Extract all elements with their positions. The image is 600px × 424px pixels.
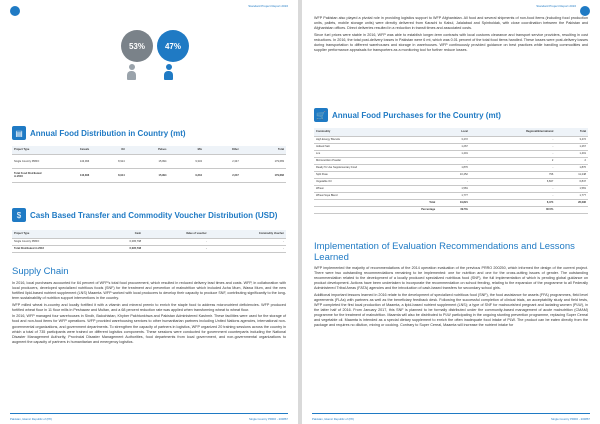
cell: 796 — [470, 171, 555, 178]
commodity-name: Vegetable Oil — [314, 178, 437, 185]
man-figure-icon — [164, 64, 173, 80]
cell: 11,248 — [555, 171, 588, 178]
commodity-name: Micronutrition Powder — [314, 157, 437, 164]
col-header: Pulses — [127, 146, 169, 154]
table-row — [314, 178, 588, 185]
paragraph: In 2016, local purchases accounted for 64 percent of WFP's total food procurement, which resulted in reduced delivery lead times and costs. WFP, in collaboration with local producers, developed specialized nutritious foods (SNF) for the treatment and prevention of malnutrition which included Acha Mum, Wawa Mum, and the new fortified lipid-based nutrient supplement (LNS) Maamta. WFP worked with local producers to develop their capacity to produce SNF, contributing significantly to the long-term sustainability of nutrition support interventions in the country. — [12, 281, 286, 301]
page-header: Standard Project Report 2016 — [248, 4, 288, 8]
cash-table-title: Cash Based Transfer and Commodity Voucher Distribution (USD) — [30, 211, 278, 220]
cell: - — [209, 238, 286, 245]
cell: 179,683 — [241, 168, 286, 182]
table-header-row — [12, 230, 286, 238]
cell: 26,296 — [555, 199, 588, 206]
table-header-row — [12, 146, 286, 154]
col-header: Regional/International — [470, 128, 555, 136]
cell: - — [437, 178, 470, 185]
logistics-text — [314, 16, 588, 54]
woman-figure-icon — [127, 64, 136, 80]
paragraph: Additional important lessons learned in 2016 relate to the development of specialized nutritious food (SNF), the food assistance for assets (FFA) programmes, field level agreements (FLAs) with partners as well as the beneficiary feedback desk. Following the successful completion of clinical trials, an acceptability study and field tests, WFP completed the first local production of Maamta, a lipid-based nutrient supplement (LNS); a type of SNF for malnourished pregnant and lactating women (PLW), in the latter half of 2016. From January 2017, this SNF is planned to be formally distributed under the community-based management of acute malnutrition (CMAM) programme for the treatment of malnutrition. Maamta will also be distributed to PLW participating in the ongoing stunting prevention programme, replacing Super Cereal and vegetable oil. Maamta is intended as a special dietary supplement to enrich the often inadequate food intake of PLW. The product can be eaten directly from the package and requires no dilution, mixing or cooking. Contrary to Super Cereal, Maamta will increase the nutrient intake for — [314, 292, 588, 328]
col-header: Cash — [102, 230, 143, 238]
paragraph: Since fuel prices were stable in 2016, WFP was able to establish longer-term contracts with local customs clearance and transport service providers, resulting in cost reductions. In 2016, the total post-delivery losses in Pakistan were 6 mt, which was 0.01 percent of the total food items handled. These losses were post-delivery losses during transportation to different warehouses and storage in warehouses. WFP continuously provided guidance on best practices while handling commodities and supplier performance appraisals for transporters as a monitoring tool for further reduce losses. — [314, 32, 588, 52]
table-percentage-row — [314, 206, 588, 213]
cell: 2 — [470, 157, 555, 164]
food-distribution-table — [12, 146, 286, 183]
table-total-row — [314, 199, 588, 206]
cell: - — [143, 245, 209, 252]
commodity-name: High Energy Biscuits — [314, 136, 437, 143]
commodity-name: Wheat — [314, 185, 437, 192]
wfp-logo-icon — [10, 6, 20, 16]
paragraph: WFP implemented the majority of recommendations of the 2014 operation evaluation of the previous PRRO 200250, which informed the design of the current project. There were two outstanding recommendations remaining to be implemented: one for nutrition and one for the cross-cutting issues of gender. The outstanding recommendation related to the development of a locally produced specialized nutritious food (SNF), the full implementation of which is pending global guidance on product development. Actions have been undertaken to incorporate the recommendation on school feeding, relating to the expansion of the programme to all Federally Administered Tribal Areas (FATA) agencies and the introduction of cash-based transfers for secondary school girls. — [314, 266, 588, 291]
cell: - — [470, 136, 555, 143]
col-header: Project Type — [12, 230, 102, 238]
col-header: Commodity Voucher — [209, 230, 286, 238]
col-header: Total — [241, 146, 286, 154]
commodity-name: Ready To Use Supplementary Food — [314, 164, 437, 171]
page-header: Standard Project Report 2016 — [536, 4, 576, 8]
table-total-row — [12, 168, 286, 182]
row-label: Single Country PRRO — [12, 238, 102, 245]
commodity-name: Wheat Soya Blend — [314, 192, 437, 199]
cell: 10,452 — [437, 171, 470, 178]
col-header: Value of voucher — [143, 230, 209, 238]
col-header: Other — [204, 146, 241, 154]
cell: 6,095,798 — [102, 238, 143, 245]
table-row — [12, 238, 286, 245]
row-label: Total — [314, 199, 437, 206]
footer-rule — [10, 413, 288, 414]
footer-right: Single Country PRRO - 200867 — [550, 417, 590, 421]
implementation-title: Implementation of Evaluation Recommendations and Lessons Learned — [314, 241, 575, 263]
col-header: Commodity — [314, 128, 437, 136]
cell: 19,821 — [437, 199, 470, 206]
cell: - — [437, 157, 470, 164]
food-bag-icon: ▤ — [12, 126, 26, 140]
food-table-title: Annual Food Distribution in Country (mt) — [30, 129, 186, 138]
supply-chain-title: Supply Chain — [12, 266, 69, 277]
cell: 1,581 — [555, 185, 588, 192]
cell: 1,267 — [437, 143, 470, 150]
cell — [555, 206, 588, 213]
paragraph: In 2016, WFP managed four warehouses in Sindh, Balochistan, Khyber Pakhtunkhwa and Pakistan Administered Kashmir. These facilities were used for the storage of food and non-food items for WFP operations. WFP provided warehousing services to other humanitarian partners including United Nations agencies, international non-governmental organizations, and government departments. To strengthen the capacity of partners in logistics, WFP organized 20 training sessions across the country in which a total of 735 participants were trained on different logistics components. These sessions were conducted for government counterparts including the National Disaster Management Authority, Provincial Disaster Management Authorities, food departments from local government, and non-governmental organizations to augment the capacity of partners in humanitarian and emergency logistics. — [12, 314, 286, 344]
cash-distribution-table — [12, 230, 286, 253]
col-header: Local — [437, 128, 470, 136]
cell: 9,334 — [168, 168, 203, 182]
commodity-name: Lns — [314, 150, 437, 157]
row-label: Percentage — [314, 206, 437, 213]
supply-chain-text — [12, 281, 286, 346]
table-row — [314, 192, 588, 199]
cell: 143,096 — [46, 154, 91, 168]
table-row — [314, 185, 588, 192]
cell: 1,401 — [555, 150, 588, 157]
col-header: Total — [555, 128, 588, 136]
table-row — [314, 171, 588, 178]
right-page — [302, 0, 600, 424]
footer-rule — [312, 413, 590, 414]
stat-pct-2: 47% — [164, 41, 181, 51]
cell: 2 — [555, 157, 588, 164]
cell: - — [143, 238, 209, 245]
col-header: Cereals — [46, 146, 91, 154]
cell: 15,994 — [127, 154, 169, 168]
cash-icon: $ — [12, 208, 26, 222]
row-label: Single Country PRRO — [12, 154, 46, 168]
commodity-name: Split Peas — [314, 171, 437, 178]
cell: 1,401 — [437, 150, 470, 157]
cell: 1,581 — [437, 185, 470, 192]
table-row — [12, 154, 286, 168]
table-total-row — [12, 245, 286, 252]
cell: - — [470, 143, 555, 150]
commodity-name: Iodised Salt — [314, 143, 437, 150]
purchase-table-title: Annual Food Purchases for the Country (mt) — [332, 111, 501, 120]
food-purchases-table — [314, 128, 588, 214]
stat-circle-women — [121, 30, 153, 62]
row-label: Total Distributed in 2016 — [12, 245, 102, 252]
cell: 6,474 — [470, 199, 555, 206]
cell: - — [470, 192, 555, 199]
footer-left: Pakistan, Islamic Republic of (PK) — [10, 417, 53, 421]
cell: 6,847 — [470, 178, 555, 185]
table-row — [314, 136, 588, 143]
col-header: Project Type — [12, 146, 46, 154]
cell: 6,847 — [555, 178, 588, 185]
cell: 1,777 — [437, 192, 470, 199]
cell: 1,777 — [555, 192, 588, 199]
cell: 6,095,798 — [102, 245, 143, 252]
cell: 1,267 — [555, 143, 588, 150]
cell: - — [209, 245, 286, 252]
table-header-row — [314, 128, 588, 136]
row-label: Total Food Distributed in 2016 — [12, 168, 46, 182]
cell: 8,914 — [91, 168, 126, 182]
cell: 3,472 — [437, 136, 470, 143]
col-header: Oil — [91, 146, 126, 154]
cell: 30.5% — [470, 206, 555, 213]
purchase-rows — [314, 136, 588, 199]
left-page — [0, 0, 298, 424]
cell: 1,876 — [437, 164, 470, 171]
cell: 8,914 — [91, 154, 126, 168]
table-row — [314, 150, 588, 157]
cell: 3,472 — [555, 136, 588, 143]
footer-left: Pakistan, Islamic Republic of (PK) — [312, 417, 355, 421]
stat-pct-1: 53% — [128, 41, 145, 51]
cell: 15,994 — [127, 168, 169, 182]
implementation-text — [314, 266, 588, 330]
col-header: Mix — [168, 146, 203, 154]
table-row — [314, 143, 588, 150]
cell: 9,334 — [168, 154, 203, 168]
purchase-cart-icon: 🛒 — [314, 108, 328, 122]
cell: 179,683 — [241, 154, 286, 168]
paragraph: WFP milled wheat in-country and locally fortified it with a vitamin and mineral premix to enrich the staple food to address micronutrient deficiencies. WFP produced fortified wheat flour in 11 flour mills in Peshawar and Multan, and a 68 percent reduction rate was applied when transforming wheat to wheat flour. — [12, 302, 286, 312]
stat-circle-men — [157, 30, 189, 62]
cell: - — [470, 150, 555, 157]
table-row — [314, 157, 588, 164]
cell: 1,876 — [555, 164, 588, 171]
cell: - — [470, 164, 555, 171]
cell: 143,096 — [46, 168, 91, 182]
cell: 69.5% — [437, 206, 470, 213]
paragraph: WFP Pakistan also played a pivotal role in providing logistics support to WFP Afghanistan. All food and several shipments of non-food items (including food production units, pallets, mobile storage units) were directly delivered from Karachi to Kabul, Jalalabad and Spinboldak, with close coordination between the Pakistan and Afghanistan offices. Direct deliveries resulted in a reduction in transit times and associated costs. — [314, 16, 588, 31]
cell: 2,347 — [204, 168, 241, 182]
cell: - — [470, 185, 555, 192]
cell: 2,347 — [204, 154, 241, 168]
wfp-logo-icon — [580, 6, 590, 16]
table-row — [314, 164, 588, 171]
footer-right: Single Country PRRO - 200867 — [248, 417, 288, 421]
